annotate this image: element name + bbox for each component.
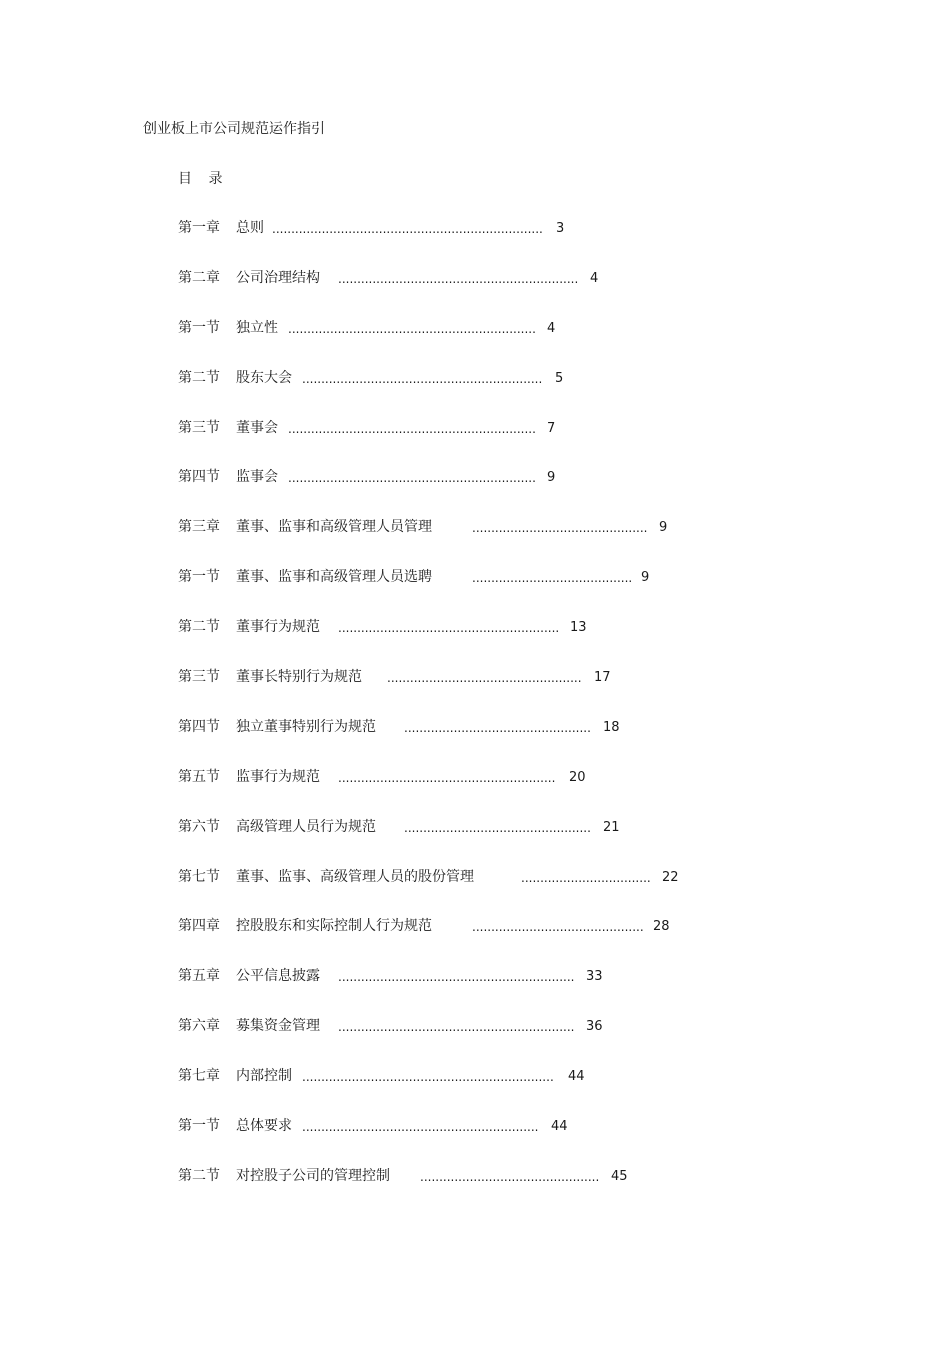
- toc-entry-number: 第四节: [178, 718, 220, 735]
- toc-entry-title: 募集资金管理: [236, 1018, 320, 1035]
- toc-entry-number: 第六节: [178, 818, 220, 835]
- toc-entry-page: 9: [659, 520, 668, 536]
- toc-entry-page: 36: [586, 1019, 603, 1035]
- toc-entry-number: 第一节: [178, 319, 220, 336]
- toc-entry-title: 高级管理人员行为规范: [236, 818, 376, 835]
- toc-entry-number: 第一节: [178, 569, 220, 586]
- toc-entry-number: 第三章: [178, 519, 220, 536]
- toc-entry-page: 20: [569, 769, 586, 785]
- toc-entry-leader: .................................................: [404, 720, 591, 735]
- toc-entry-leader: ..................................: [521, 870, 651, 885]
- toc-entry-number: 第三节: [178, 669, 220, 686]
- toc-entry-title: 监事行为规范: [236, 768, 320, 785]
- toc-entry-number: 第二节: [178, 619, 220, 636]
- toc-entry-title: 公平信息披露: [236, 968, 320, 985]
- toc-entry-leader: .................................................................: [288, 471, 536, 486]
- toc-entry-page: 22: [662, 869, 679, 885]
- toc-entry-number: 第四章: [178, 918, 220, 935]
- toc-heading: 目 录: [178, 171, 229, 187]
- toc-entry-number: 第四节: [178, 469, 220, 486]
- toc-entry-page: 17: [594, 670, 611, 686]
- toc-entry-title: 董事行为规范: [236, 619, 320, 636]
- toc-entry-title: 董事会: [236, 419, 278, 436]
- toc-entry-leader: ...............................................: [420, 1169, 600, 1184]
- toc-entry-title: 总体要求: [236, 1118, 292, 1135]
- toc-entry-page: 44: [551, 1119, 568, 1135]
- toc-entry-number: 第五章: [178, 968, 220, 985]
- toc-entry-page: 4: [547, 320, 556, 336]
- toc-entry-page: 3: [556, 221, 565, 236]
- toc-entry-title: 董事、监事和高级管理人员管理: [236, 519, 432, 536]
- toc-entry-page: 18: [603, 719, 620, 735]
- toc-entry-page: 44: [568, 1069, 585, 1085]
- toc-entry-title: 监事会: [236, 469, 278, 486]
- toc-entry-number: 第七章: [178, 1068, 220, 1085]
- toc-entry-leader: ..............................................................: [338, 1020, 575, 1035]
- toc-entry-leader: ...............................................................: [338, 271, 579, 286]
- document-title: 创业板上市公司规范运作指引: [143, 121, 325, 137]
- toc-entry-leader: .......................................................................: [272, 222, 543, 236]
- toc-entry-leader: .................................................................: [288, 321, 536, 336]
- toc-entry-number: 第一章: [178, 220, 220, 236]
- toc-entry-title: 公司治理结构: [236, 269, 320, 286]
- toc-entry-page: 13: [570, 620, 587, 636]
- toc-entry-title: 控股股东和实际控制人行为规范: [236, 918, 432, 935]
- toc-entry-number: 第二节: [178, 1167, 220, 1184]
- toc-entry-page: 5: [555, 370, 564, 386]
- toc-entry-number: 第五节: [178, 768, 220, 785]
- toc-entry-page: 7: [547, 420, 556, 436]
- toc-entry-leader: ..................................................................: [302, 1070, 554, 1085]
- toc-entry-title: 独立董事特别行为规范: [236, 718, 376, 735]
- toc-entry-title: 对控股子公司的管理控制: [236, 1167, 390, 1184]
- toc-entry-page: 9: [547, 470, 556, 486]
- toc-entry-page: 28: [653, 919, 670, 935]
- toc-entry-title: 股东大会: [236, 369, 292, 386]
- toc-entry-leader: .........................................................: [338, 770, 556, 785]
- toc-entry-leader: ..........................................: [472, 571, 633, 586]
- toc-entry-leader: ..............................................: [472, 521, 648, 536]
- toc-entry-number: 第三节: [178, 419, 220, 436]
- toc-entry-number: 第二章: [178, 269, 220, 286]
- toc-entry-title: 董事、监事和高级管理人员选聘: [236, 569, 432, 586]
- toc-entry-number: 第六章: [178, 1018, 220, 1035]
- toc-entry-number: 第二节: [178, 369, 220, 386]
- toc-entry-leader: .............................................: [472, 920, 644, 935]
- toc-entry-title: 独立性: [236, 319, 278, 336]
- toc-entry-leader: .................................................: [404, 820, 591, 835]
- toc-entry-page: 4: [590, 270, 599, 286]
- toc-entry-page: 9: [641, 570, 650, 586]
- toc-entry-leader: ..............................................................: [338, 970, 575, 985]
- toc-entry-leader: ...............................................................: [302, 371, 543, 386]
- toc-entry-leader: ..............................................................: [302, 1120, 539, 1135]
- toc-entry-number: 第七节: [178, 868, 220, 885]
- toc-entry-number: 第一节: [178, 1118, 220, 1135]
- toc-entry-page: 45: [611, 1168, 628, 1184]
- toc-entry-page: 21: [603, 819, 620, 835]
- toc-entry-title: 董事长特别行为规范: [236, 669, 362, 686]
- toc-entry-title: 内部控制: [236, 1068, 292, 1085]
- toc-entry-leader: .................................................................: [288, 421, 536, 436]
- toc-entry-leader: ...................................................: [387, 671, 582, 686]
- toc-entry-page: 33: [586, 969, 603, 985]
- toc-entry-title: 总则: [236, 220, 264, 236]
- toc-entry-title: 董事、监事、高级管理人员的股份管理: [236, 868, 474, 885]
- toc-entry-leader: ..........................................................: [338, 621, 560, 636]
